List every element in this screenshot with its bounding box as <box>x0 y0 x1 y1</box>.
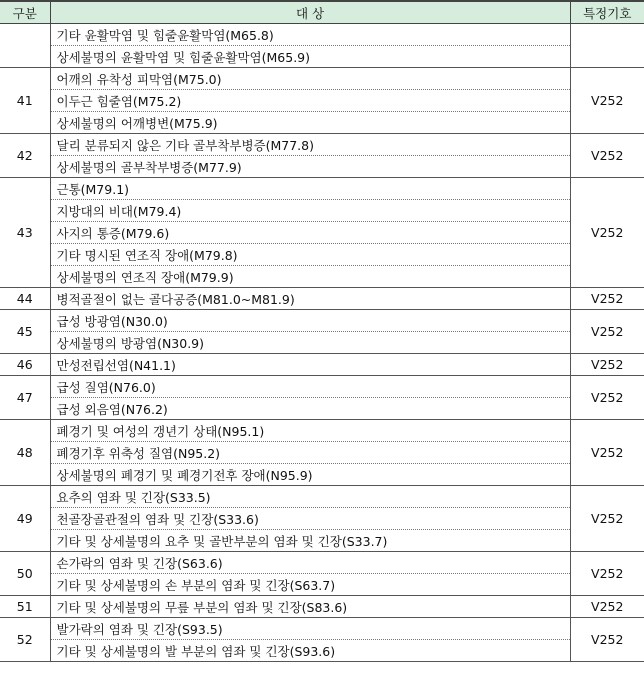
disease-item: 상세불명의 연조직 장애(M79.9) <box>50 266 570 288</box>
disease-item: 급성 외음염(N76.2) <box>50 398 570 420</box>
disease-item: 급성 질염(N76.0) <box>50 376 570 398</box>
table-row <box>0 398 644 420</box>
table-row <box>0 574 644 596</box>
disease-item: 사지의 통증(M79.6) <box>50 222 570 244</box>
disease-item: 기타 명시된 연조직 장애(M79.8) <box>50 244 570 266</box>
disease-item: 근통(M79.1) <box>50 178 570 200</box>
disease-item: 천골장골관절의 염좌 및 긴장(S33.6) <box>50 508 570 530</box>
disease-item: 손가락의 염좌 및 긴장(S63.6) <box>50 552 570 574</box>
disease-item: 기타 및 상세불명의 무릎 부분의 염좌 및 긴장(S83.6) <box>50 596 570 618</box>
special-code: V252 <box>570 68 644 134</box>
special-code: V252 <box>570 354 644 376</box>
table-row <box>0 530 644 552</box>
table-row <box>0 310 644 332</box>
table-row <box>0 464 644 486</box>
table-row <box>0 46 644 68</box>
table-row <box>0 508 644 530</box>
table-row <box>0 90 644 112</box>
table-row <box>0 618 644 640</box>
special-code: V252 <box>570 420 644 486</box>
group-number: 48 <box>0 420 50 486</box>
disease-item: 기타 및 상세불명의 요추 및 골반부분의 염좌 및 긴장(S33.7) <box>50 530 570 552</box>
table-row <box>0 266 644 288</box>
special-code <box>570 24 644 68</box>
table-row <box>0 332 644 354</box>
table-row <box>0 134 644 156</box>
disease-item: 상세불명의 어깨병변(M75.9) <box>50 112 570 134</box>
disease-item: 이두근 힘줄염(M75.2) <box>50 90 570 112</box>
header-target: 대 상 <box>50 1 570 24</box>
header-num: 구분 <box>0 1 50 24</box>
disease-item: 만성전립선염(N41.1) <box>50 354 570 376</box>
table-header-row <box>0 1 644 24</box>
table-row <box>0 552 644 574</box>
special-code: V252 <box>570 486 644 552</box>
special-code: V252 <box>570 310 644 354</box>
disease-item: 병적골절이 없는 골다공증(M81.0~M81.9) <box>50 288 570 310</box>
disease-item: 상세불명의 방광염(N30.9) <box>50 332 570 354</box>
table-row <box>0 112 644 134</box>
group-number <box>0 24 50 68</box>
table-row <box>0 486 644 508</box>
disease-item: 기타 윤활막염 및 힘줄윤활막염(M65.8) <box>50 24 570 46</box>
disease-item: 요추의 염좌 및 긴장(S33.5) <box>50 486 570 508</box>
group-number: 46 <box>0 354 50 376</box>
header-code: 특정기호 <box>570 1 644 24</box>
group-number: 47 <box>0 376 50 420</box>
table-row <box>0 68 644 90</box>
disease-item: 폐경기 및 여성의 갱년기 상태(N95.1) <box>50 420 570 442</box>
table-row <box>0 288 644 310</box>
disease-item: 상세불명의 골부착부병증(M77.9) <box>50 156 570 178</box>
group-number: 42 <box>0 134 50 178</box>
disease-item: 폐경기후 위축성 질염(N95.2) <box>50 442 570 464</box>
special-code: V252 <box>570 376 644 420</box>
disease-item: 기타 및 상세불명의 발 부분의 염좌 및 긴장(S93.6) <box>50 640 570 662</box>
table-row <box>0 156 644 178</box>
table-row <box>0 596 644 618</box>
special-code: V252 <box>570 288 644 310</box>
group-number: 41 <box>0 68 50 134</box>
table-row <box>0 24 644 46</box>
table-row <box>0 244 644 266</box>
group-number: 43 <box>0 178 50 288</box>
disease-item: 기타 및 상세불명의 손 부분의 염좌 및 긴장(S63.7) <box>50 574 570 596</box>
group-number: 44 <box>0 288 50 310</box>
table-row <box>0 222 644 244</box>
disease-item: 어깨의 유착성 피막염(M75.0) <box>50 68 570 90</box>
table-body <box>0 24 644 662</box>
disease-item: 발가락의 염좌 및 긴장(S93.5) <box>50 618 570 640</box>
group-number: 51 <box>0 596 50 618</box>
special-code: V252 <box>570 552 644 596</box>
disease-item: 상세불명의 윤활막염 및 힘줄윤활막염(M65.9) <box>50 46 570 68</box>
disease-item: 상세불명의 폐경기 및 폐경기전후 장애(N95.9) <box>50 464 570 486</box>
table-row <box>0 178 644 200</box>
group-number: 45 <box>0 310 50 354</box>
table-row <box>0 200 644 222</box>
table-row <box>0 640 644 662</box>
special-code: V252 <box>570 618 644 662</box>
group-number: 49 <box>0 486 50 552</box>
special-code: V252 <box>570 134 644 178</box>
special-code: V252 <box>570 596 644 618</box>
table-row <box>0 354 644 376</box>
disease-item: 달리 분류되지 않은 기타 골부착부병증(M77.8) <box>50 134 570 156</box>
table-row <box>0 420 644 442</box>
table-row <box>0 442 644 464</box>
group-number: 50 <box>0 552 50 596</box>
special-code: V252 <box>570 178 644 288</box>
group-number: 52 <box>0 618 50 662</box>
table-row <box>0 376 644 398</box>
disease-item: 급성 방광염(N30.0) <box>50 310 570 332</box>
disease-item: 지방대의 비대(M79.4) <box>50 200 570 222</box>
